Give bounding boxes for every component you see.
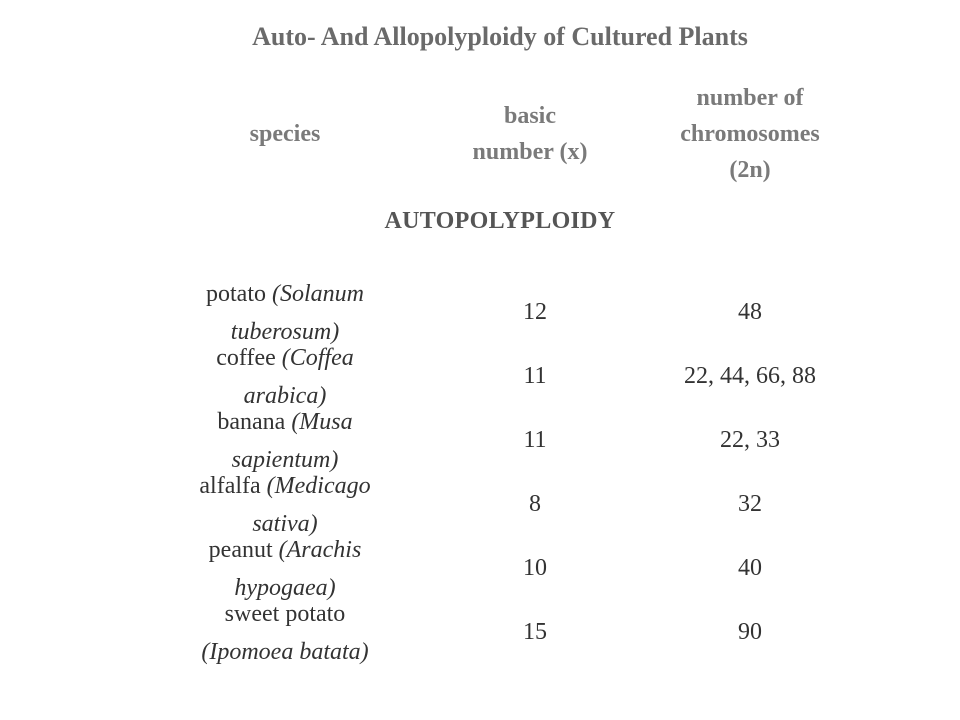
header-basic-line2: number (x) (472, 139, 588, 165)
species-common: sweet potato (224, 601, 346, 627)
header-chrom-line3: (2n) (729, 157, 771, 183)
chromosome-count-cell: 22, 44, 66, 88 (684, 363, 816, 389)
slide-title: Auto- And Allopolyploidy of Cultured Plants (252, 22, 748, 51)
basic-number-cell: 8 (529, 491, 541, 517)
column-header-species (160, 116, 410, 152)
species-scientific: sapientum) (231, 447, 339, 473)
species-common: alfalfa (199, 473, 261, 499)
species-scientific: hypogaea) (234, 575, 336, 601)
species-scientific: sativa) (252, 511, 318, 537)
chromosome-count-cell: 40 (738, 555, 762, 581)
table-row (0, 595, 960, 665)
section-label: AUTOPOLYPLOIDY (384, 208, 616, 234)
table-row (0, 339, 960, 409)
species-scientific: tuberosum) (230, 319, 340, 345)
basic-number-cell: 12 (523, 299, 547, 325)
chromosome-count-cell: 48 (738, 299, 762, 325)
header-species-text: species (249, 121, 321, 147)
table-row (0, 275, 960, 345)
header-chrom-line1: number of (696, 85, 804, 111)
species-common: coffee (216, 345, 276, 371)
species-scientific: (Solanum (272, 281, 364, 307)
species-scientific: (Medicago (266, 473, 371, 499)
table-row (0, 403, 960, 473)
species-scientific: (Musa (291, 409, 353, 435)
table-row (0, 531, 960, 601)
chromosome-count-cell: 22, 33 (720, 427, 780, 453)
species-scientific: (Ipomoea batata) (201, 639, 369, 665)
species-scientific: arabica) (243, 383, 327, 409)
header-basic-line1: basic (503, 103, 556, 129)
basic-number-cell: 11 (523, 427, 547, 453)
species-cell (150, 595, 420, 671)
basic-number-cell: 10 (523, 555, 547, 581)
species-common: banana (217, 409, 286, 435)
header-chrom-line2: chromosomes (680, 121, 820, 147)
species-scientific: (Arachis (278, 537, 362, 563)
column-header-basic-number (420, 98, 640, 170)
basic-number-cell: 11 (523, 363, 547, 389)
basic-number-cell: 15 (523, 619, 547, 645)
table-row (0, 467, 960, 537)
species-common: peanut (208, 537, 273, 563)
chromosome-count-cell: 32 (738, 491, 762, 517)
species-common: potato (206, 281, 266, 307)
chromosome-count-cell: 90 (738, 619, 762, 645)
column-header-chromosomes (640, 80, 860, 188)
species-scientific: (Coffea (281, 345, 354, 371)
